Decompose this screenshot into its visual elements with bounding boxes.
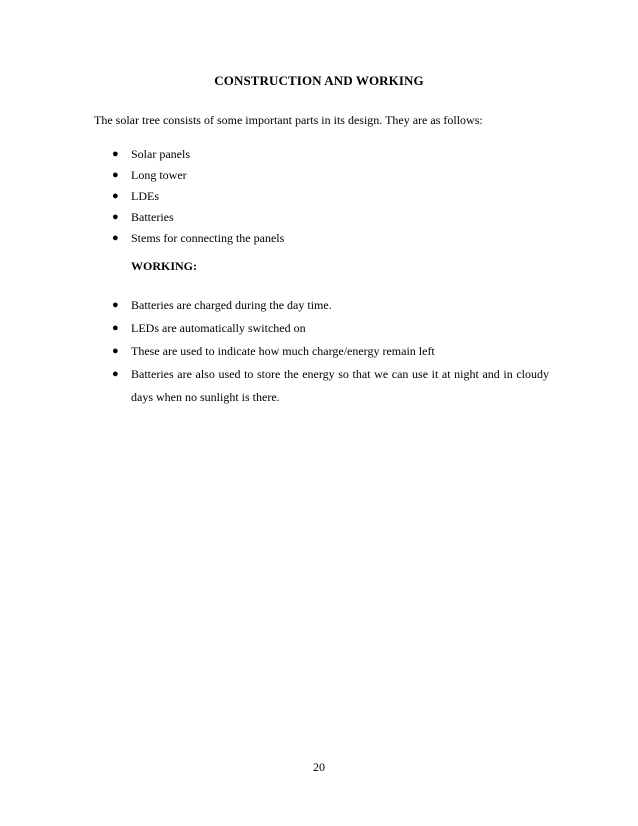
parts-list: [94, 144, 549, 249]
list-item-text: LEDs are automatically switched on: [131, 321, 306, 335]
list-item-text: Batteries: [131, 210, 174, 224]
bullet-icon: ●: [112, 322, 119, 334]
bullet-icon: ●: [112, 211, 119, 223]
list-item: [94, 165, 549, 186]
list-item: [94, 363, 549, 409]
list-item-text: Batteries are also used to store the energy so that we can use it at night and in cloudy days when no sunlight is there.: [131, 367, 549, 404]
working-heading: WORKING:: [131, 259, 197, 273]
list-item: [94, 294, 549, 317]
list-item-text: These are used to indicate how much charge/energy remain left: [131, 344, 435, 358]
list-item-text: LDEs: [131, 189, 159, 203]
list-item-text: Stems for connecting the panels: [131, 231, 285, 245]
bullet-icon: ●: [112, 169, 119, 181]
list-item: [94, 340, 549, 363]
list-item: [94, 186, 549, 207]
page-number: 20: [313, 760, 325, 774]
bullet-icon: ●: [112, 299, 119, 311]
list-item-text: Long tower: [131, 168, 187, 182]
working-list: [94, 294, 549, 409]
list-item: [94, 317, 549, 340]
page-title: CONSTRUCTION AND WORKING: [214, 73, 424, 88]
list-item: [94, 207, 549, 228]
bullet-icon: ●: [112, 368, 119, 380]
bullet-icon: ●: [112, 345, 119, 357]
list-item: [94, 228, 549, 249]
bullet-icon: ●: [112, 232, 119, 244]
list-item: [94, 144, 549, 165]
list-item-text: Batteries are charged during the day time.: [131, 298, 332, 312]
intro-paragraph: The solar tree consists of some important parts in its design. They are as follows:: [94, 113, 483, 127]
list-item-text: Solar panels: [131, 147, 190, 161]
bullet-icon: ●: [112, 190, 119, 202]
bullet-icon: ●: [112, 148, 119, 160]
